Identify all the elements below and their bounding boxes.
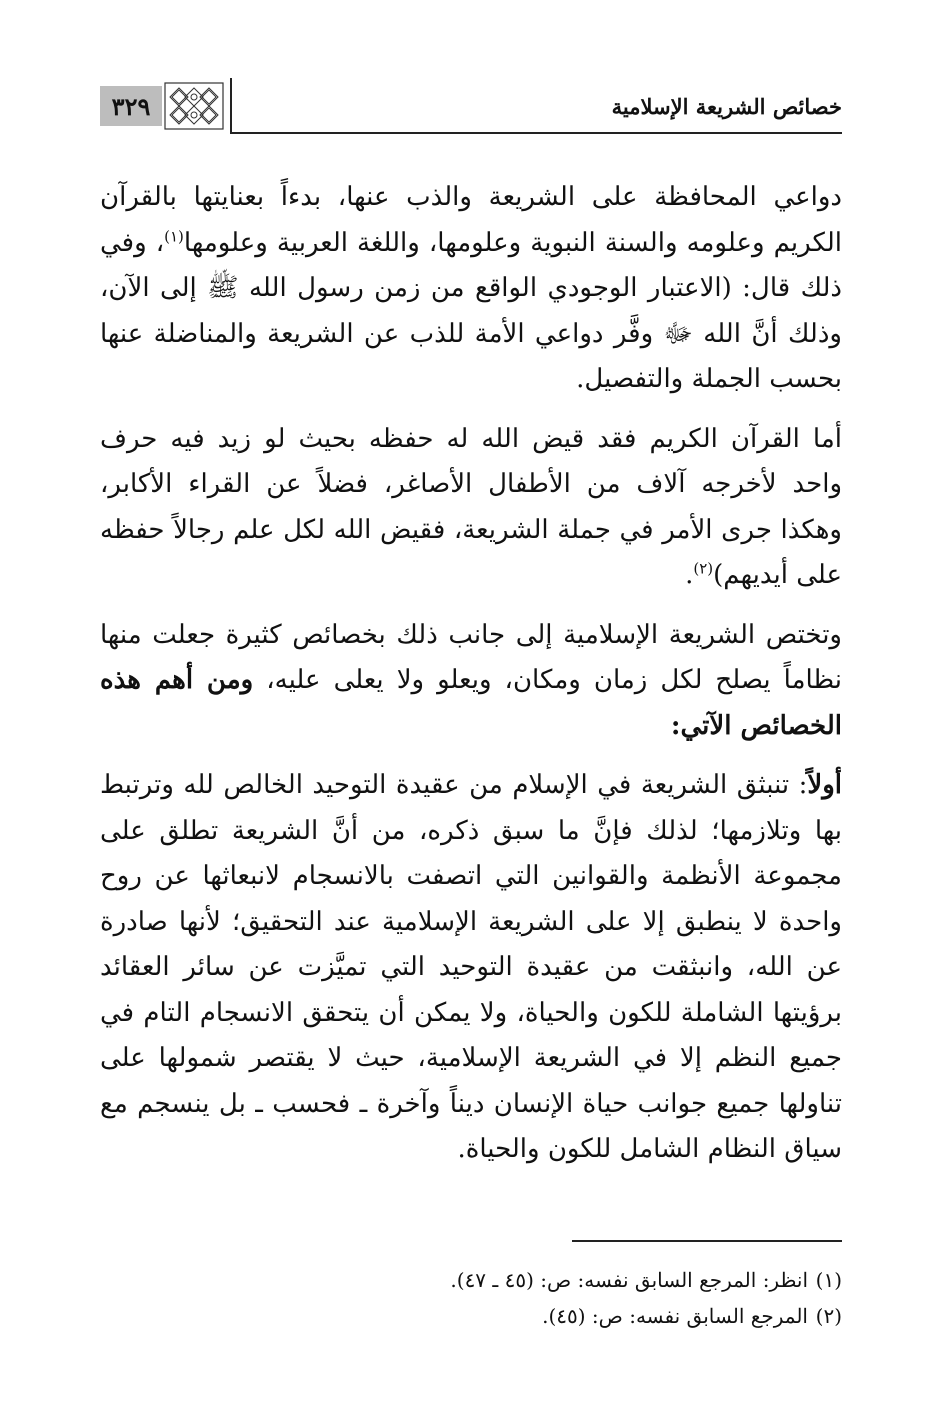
header-rule [232, 132, 842, 134]
paragraph-3 [100, 613, 842, 750]
footnote-ref-1: (١) [164, 226, 184, 245]
paragraph-1-text-a: دواعي المحافظة على الشريعة والذب عنها، بدءاً بعنايتها بالقرآن الكريم وعلومه والسنة النبوية وعلومها، واللغة العربية وعلومها [100, 182, 843, 258]
ornament-icon [164, 82, 224, 130]
footnote-1 [106, 1262, 842, 1298]
footnote-1-text: انظر: المرجع السابق نفسه: ص: (٤٥ ـ ٤٧). [450, 1268, 808, 1292]
header-title: خصائص الشريعة الإسلامية [611, 94, 842, 119]
footnote-2-number: (٢) [815, 1304, 842, 1328]
footnote-2 [106, 1298, 842, 1334]
running-header [100, 78, 842, 134]
footnote-2-text: المرجع السابق نفسه: ص: (٤٥). [542, 1304, 808, 1328]
footnote-ref-2: (٢) [693, 559, 714, 578]
paragraph-2-text-b: . [685, 560, 694, 590]
footnote-1-number: (١) [815, 1268, 842, 1292]
paragraph-3-text: وتختص الشريعة الإسلامية إلى جانب ذلك بخصائص كثيرة جعلت منها نظاماً يصلح لكل زمان ومكان، ويعلو ولا يعلى عليه، [100, 619, 842, 695]
header-divider [230, 78, 232, 134]
paragraph-2 [100, 417, 842, 599]
paragraph-4-text: : تنبثق الشريعة في الإسلام من عقيدة التوحيد الخالص لله وترتبط بها وتلازمها؛ لذلك فإنَّ ما سبق ذكره، من أنَّ الشريعة تطلق على مجموعة الأنظمة والقوانين التي اتصفت بالانسجام لانبعاثها عن روح واحدة لا ينطبق إلا على الشريعة الإسلامية عند التحقيق؛ لأنها صادرة عن الله، وانبثقت من عقيدة التوحيد التي تميَّزت عن سائر العقائد برؤيتها الشاملة للكون والحياة، ولا يمكن أن يتحقق الانسجام التام في جميع النظم إلا في الشريعة الإسلامية، حيث لا يقتصر شمولها على تناولها جميع جوانب حياة الإنسان ديناً وآخرة ـ فحسب ـ بل ينسجم مع سياق النظام الشامل للكون والحياة. [100, 770, 842, 1164]
paragraph-2-text-a: أما القرآن الكريم فقد قيض الله له حفظه بحيث لو زيد فيه حرف واحد لأخرجه آلاف من الأطفال الأصاغر، فضلاً عن القراء الأكابر، وهكذا جرى الأمر في جملة الشريعة، فقيض الله لكل علم رجالاً حفظه على أيديهم) [100, 423, 842, 590]
paragraph-4-lead: أولاً [807, 770, 842, 800]
paragraph-1-text-b: ، وفي ذلك قال: (الاعتبار الوجودي الواقع من زمن رسول الله ﷺ إلى الآن، وذلك أنَّ الله ﷻ وفَّر دواعي الأمة للذب عن الشريعة والمناضلة عنها بحسب الجملة والتفصيل. [100, 227, 842, 394]
paragraph-3-bold: ومن أهم هذه الخصائص الآتي: [100, 665, 842, 741]
paragraph-1 [100, 175, 842, 403]
paragraph-4 [100, 763, 842, 1173]
body-text [100, 175, 842, 1173]
footnote-rule [572, 1240, 842, 1242]
page-number: ٣٢٩ [111, 91, 151, 121]
footnotes [106, 1262, 842, 1334]
page-number-box [100, 86, 162, 126]
